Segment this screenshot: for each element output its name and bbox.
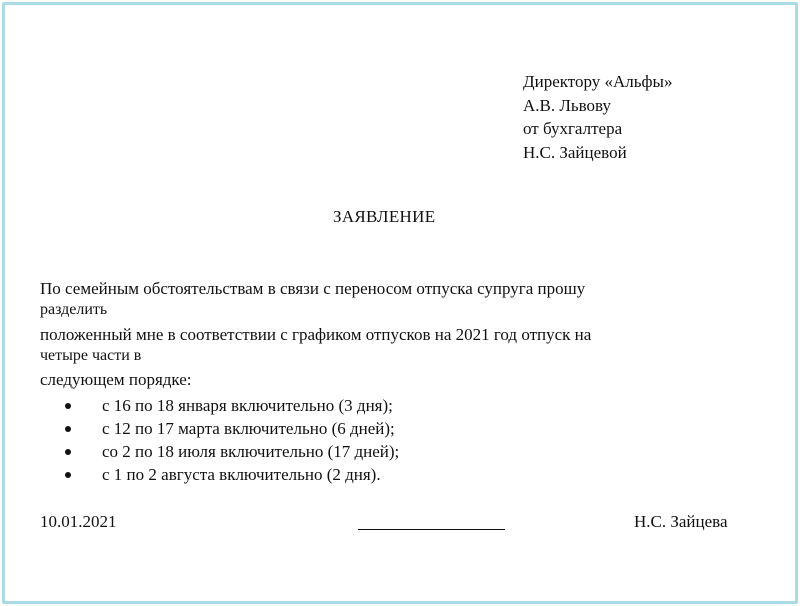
addressee-name: А.В. Львову bbox=[523, 95, 612, 115]
period-text: с 16 по 18 января включительно (3 дня); bbox=[102, 396, 393, 415]
bullet-icon bbox=[65, 449, 71, 455]
addressee-recipient: Директору «Альфы» bbox=[523, 72, 673, 91]
addressee-from: от бухгалтера bbox=[523, 119, 623, 138]
document-title: ЗАЯВЛЕНИЕ bbox=[333, 207, 436, 226]
addressee-block bbox=[523, 70, 672, 164]
body-line-2: разделить bbox=[40, 301, 108, 318]
body-line-4: четыре части в bbox=[40, 347, 142, 364]
period-text: со 2 по 18 июля включительно (17 дней); bbox=[102, 442, 400, 461]
body-line-5: следующем порядке: bbox=[40, 370, 192, 389]
signature-line bbox=[358, 529, 505, 530]
bullet-icon bbox=[65, 403, 71, 409]
bullet-icon bbox=[65, 472, 71, 478]
document-date: 10.01.2021 bbox=[40, 512, 117, 531]
addressee-sender: Н.С. Зайцевой bbox=[523, 142, 627, 162]
period-text: с 1 по 2 августа включительно (2 дня). bbox=[102, 465, 381, 484]
signer-name: Н.С. Зайцева bbox=[634, 512, 728, 531]
period-text: с 12 по 17 марта включительно (6 дней); bbox=[102, 419, 395, 438]
body-line-1: По семейным обстоятельствам в связи с переносом отпуска супруга прошу bbox=[40, 279, 586, 298]
bullet-icon bbox=[65, 426, 71, 432]
body-line-3: положенный мне в соответствии с графиком отпусков на 2021 год отпуск на bbox=[40, 325, 592, 344]
